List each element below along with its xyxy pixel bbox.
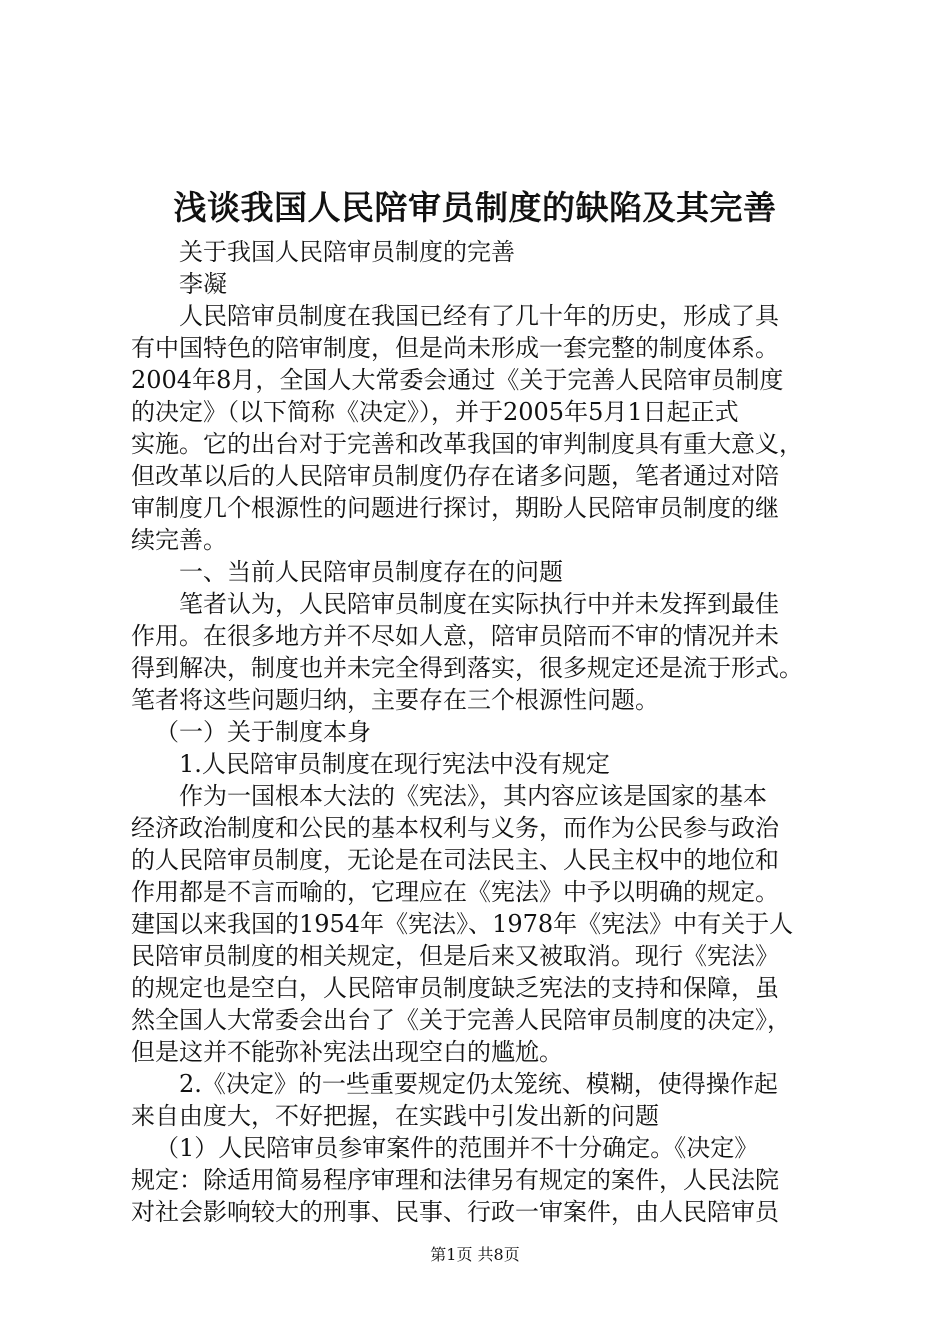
text-line: （1）人民陪审员参审案件的范围并不十分确定。《决定》 (155, 1134, 759, 1162)
text-line: 对社会影响较大的刑事、民事、行政一审案件，由人民陪审员 (131, 1198, 779, 1226)
text-line: 关于我国人民陪审员制度的完善 (179, 238, 515, 266)
text-line: 有中国特色的陪审制度，但是尚未形成一套完整的制度体系。 (131, 334, 779, 362)
text-line: （一）关于制度本身 (155, 718, 371, 746)
text-line: 笔者将这些问题归纳，主要存在三个根源性问题。 (131, 686, 659, 714)
document-title: 浅谈我国人民陪审员制度的缺陷及其完善 (173, 188, 777, 227)
text-line: 审制度几个根源性的问题进行探讨，期盼人民陪审员制度的继 (131, 494, 779, 522)
text-line: 民陪审员制度的相关规定，但是后来又被取消。现行《宪法》 (131, 942, 779, 970)
text-line: 的决定》（以下简称《决定》），并于2005年5月1日起正式 (131, 398, 739, 426)
text-line: 一、当前人民陪审员制度存在的问题 (179, 558, 563, 586)
text-line: 作为一国根本大法的《宪法》，其内容应该是国家的基本 (179, 782, 767, 810)
text-line: 1.人民陪审员制度在现行宪法中没有规定 (179, 750, 610, 778)
text-line: 2.《决定》的一些重要规定仍太笼统、模糊，使得操作起 (179, 1070, 778, 1098)
text-line: 李凝 (179, 270, 227, 298)
text-line: 作用都是不言而喻的，它理应在《宪法》中予以明确的规定。 (131, 878, 779, 906)
text-line: 经济政治制度和公民的基本权利与义务，而作为公民参与政治 (131, 814, 779, 842)
text-line: 但是这并不能弥补宪法出现空白的尴尬。 (131, 1038, 563, 1066)
text-line: 来自由度大，不好把握，在实践中引发出新的问题 (131, 1102, 659, 1130)
text-line: 作用。在很多地方并不尽如人意，陪审员陪而不审的情况并未 (131, 622, 779, 650)
text-line: 续完善。 (131, 526, 227, 554)
text-line: 笔者认为，人民陪审员制度在实际执行中并未发挥到最佳 (179, 590, 779, 618)
text-line: 但改革以后的人民陪审员制度仍存在诸多问题，笔者通过对陪 (131, 462, 779, 490)
text-line: 得到解决，制度也并未完全得到落实，很多规定还是流于形式。 (131, 654, 803, 682)
text-line: 规定：除适用简易程序审理和法律另有规定的案件，人民法院 (131, 1166, 779, 1194)
text-line: 的规定也是空白，人民陪审员制度缺乏宪法的支持和保障，虽 (131, 974, 779, 1002)
text-line: 然全国人大常委会出台了《关于完善人民陪审员制度的决定》， (131, 1006, 791, 1034)
page-footer: 第1页 共8页 (430, 1245, 520, 1264)
document-body (131, 236, 831, 1228)
text-line: 实施。它的出台对于完善和改革我国的审判制度具有重大意义， (131, 430, 803, 458)
text-line: 建国以来我国的1954年《宪法》、1978年《宪法》中有关于人 (131, 910, 794, 938)
text-line: 2004年8月，全国人大常委会通过《关于完善人民陪审员制度 (131, 366, 784, 394)
text-line: 人民陪审员制度在我国已经有了几十年的历史，形成了具 (179, 302, 779, 330)
text-line: 的人民陪审员制度，无论是在司法民主、人民主权中的地位和 (131, 846, 779, 874)
